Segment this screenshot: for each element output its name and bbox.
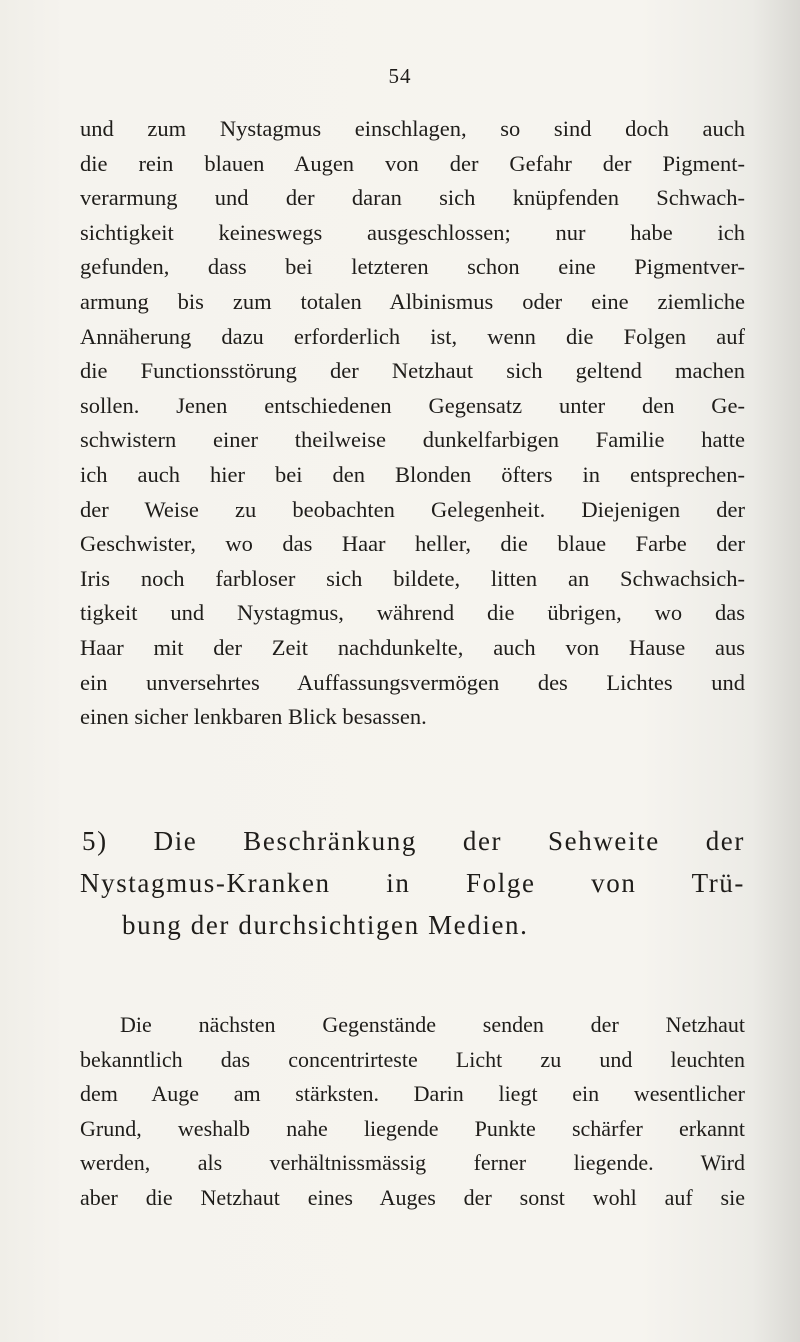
- text-line: aber die Netzhaut eines Auges der sonst wohl auf sie: [80, 1184, 745, 1210]
- text-line: gefunden, dass bei letzteren schon eine Pigmentver-: [80, 254, 745, 280]
- text-line: schwistern einer theilweise dunkelfarbigen Familie hatte: [80, 427, 745, 453]
- text-line: Annäherung dazu erforderlich ist, wenn die Folgen auf: [80, 323, 745, 349]
- text-line: Geschwister, wo das Haar heller, die blaue Farbe der: [80, 531, 745, 557]
- text-line: Iris noch farbloser sich bildete, litten an Schwachsich-: [80, 565, 745, 591]
- text-line: die rein blauen Augen von der Gefahr der Pigment-: [80, 150, 745, 176]
- page-number: 54: [388, 64, 412, 88]
- text-line: tigkeit und Nystagmus, während die übrigen, wo das: [80, 600, 745, 626]
- text-line: werden, als verhältnissmässig ferner liegende. Wird: [80, 1150, 745, 1175]
- text-line: einen sicher lenkbaren Blick besassen.: [80, 704, 427, 730]
- text-line: sollen. Jenen entschiedenen Gegensatz unter den Ge-: [80, 392, 745, 418]
- text-line: dem Auge am stärksten. Darin liegt ein wesentlicher: [80, 1081, 745, 1106]
- text-line: Grund, weshalb nahe liegende Punkte schärfer erkannt: [80, 1115, 745, 1141]
- text-line: Haar mit der Zeit nachdunkelte, auch von Hause aus: [80, 634, 745, 660]
- text-line: Die nächsten Gegenstände senden der Netzhaut: [120, 1012, 745, 1037]
- paragraph-1: [80, 112, 745, 735]
- text-line: die Functionsstörung der Netzhaut sich geltend machen: [80, 358, 745, 384]
- heading-line: Nystagmus-Kranken in Folge von Trü-: [80, 868, 745, 898]
- section-heading: [80, 820, 745, 946]
- heading-line: 5) Die Beschränkung der Sehweite der: [82, 826, 745, 856]
- text-line: bekanntlich das concentrirteste Licht zu und leuchten: [80, 1046, 745, 1072]
- text-line: der Weise zu beobachten Gelegenheit. Diejenigen der: [80, 496, 745, 522]
- text-line: ich auch hier bei den Blonden öfters in entsprechen-: [80, 461, 745, 487]
- text-line: ein unversehrtes Auffassungsvermögen des Lichtes und: [80, 669, 745, 695]
- heading-line: bung der durchsichtigen Medien.: [122, 910, 529, 940]
- text-line: sichtigkeit keineswegs ausgeschlossen; nur habe ich: [80, 219, 745, 245]
- text-line: und zum Nystagmus einschlagen, so sind doch auch: [80, 116, 745, 141]
- text-line: verarmung und der daran sich knüpfenden Schwach-: [80, 185, 745, 211]
- paragraph-2: [80, 1008, 745, 1215]
- text-line: armung bis zum totalen Albinismus oder eine ziemliche: [80, 288, 745, 314]
